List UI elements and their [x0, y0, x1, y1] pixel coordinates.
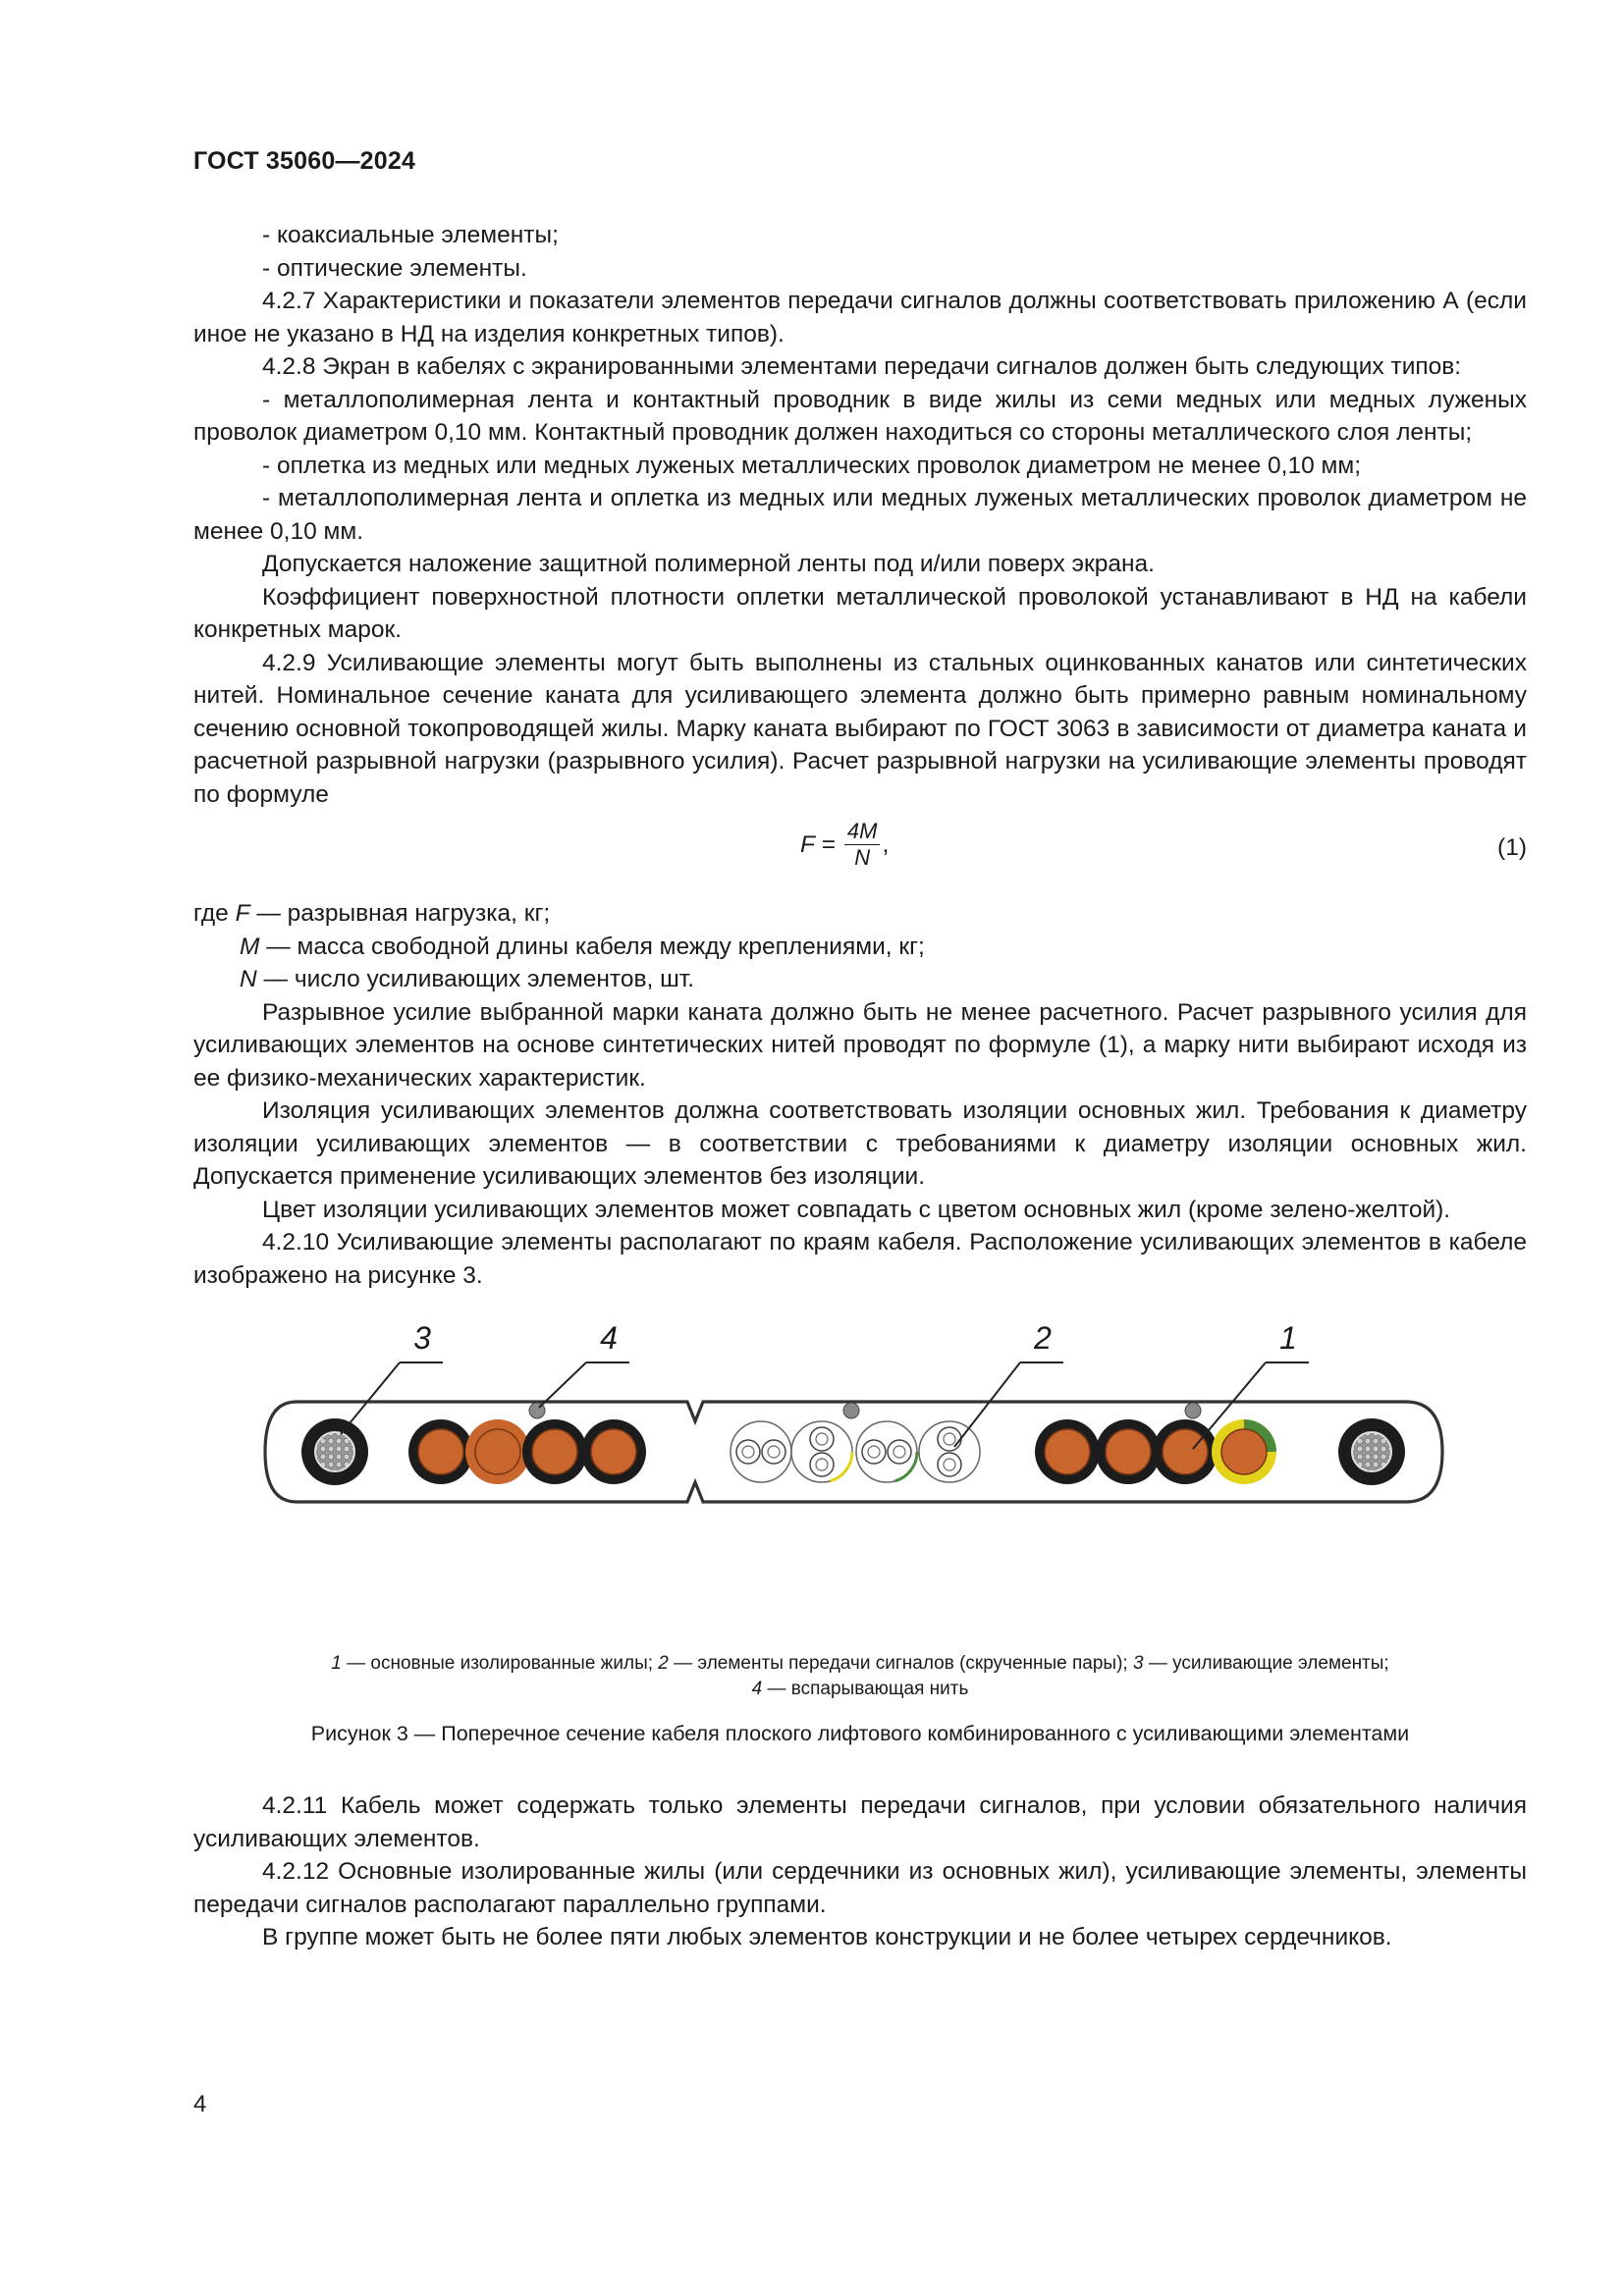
legend-text: — элементы передачи сигналов (скрученные пары);	[668, 1653, 1133, 1674]
formula-number: (1)	[1497, 834, 1527, 861]
pair-conductor	[944, 1459, 955, 1470]
ripcord-thread	[1185, 1403, 1201, 1418]
formula-where-word: где	[193, 900, 236, 927]
formula-row	[193, 817, 1527, 885]
variable-symbol: M	[240, 933, 260, 960]
formula	[800, 819, 889, 871]
paragraph: Изоляция усиливающих элементов должна соответствовать изоляции основных жил. Требования к диаметру изоляции усиливающих элементов — в соответствии с требованиями к диаметру изоляции основных жил. Допускается применение усиливающих элементов без изоляции.	[193, 1097, 1527, 1190]
pair-conductor	[944, 1433, 955, 1445]
strength-element-rope	[315, 1432, 354, 1471]
paragraph: В группе может быть не более пяти любых элементов конструкции и не более четырех сердечников.	[262, 1924, 1392, 1950]
paragraph: - коаксиальные элементы;	[262, 222, 559, 248]
legend-number: 1	[331, 1653, 342, 1674]
text-block-top	[193, 219, 1527, 811]
paragraph: Цвет изоляции усиливающих элементов может совпадать с цветом основных жил (кроме зелено-желтой).	[262, 1196, 1451, 1223]
copper-conductor	[591, 1429, 636, 1474]
callout-label: 1	[1279, 1320, 1297, 1356]
variable-description: — число усиливающих элементов, шт.	[256, 966, 695, 992]
copper-conductor	[1221, 1429, 1267, 1474]
variable-description: — масса свободной длины кабеля между креплениями, кг;	[259, 933, 925, 960]
copper-conductor	[1106, 1429, 1151, 1474]
paragraph: 4.2.9 Усиливающие элементы могут быть выполнены из стальных оцинкованных канатов или синтетических нитей. Номинальное сечение каната для усиливающего элемента должно быть примерно равным номинальному сечению основной токопроводящей жилы. Марку каната выбирают по ГОСТ 3063 в зависимости от диаметра каната и расчетной разрывной нагрузки (разрывного усилия). Расчет разрывной нагрузки на усиливающие элементы проводят по формуле	[193, 649, 1527, 808]
paragraph: - оптические элементы.	[262, 254, 527, 282]
document-page	[193, 147, 1527, 1954]
variable-symbol: F	[235, 900, 250, 927]
legend-text: — вспарывающая нить	[762, 1679, 969, 1699]
legend-number: 2	[658, 1653, 669, 1674]
formula-variable	[193, 931, 1527, 964]
pair-conductor	[893, 1446, 905, 1458]
figure-legend-line-2	[193, 1677, 1527, 1702]
copper-conductor	[532, 1429, 577, 1474]
figure-caption: Рисунок 3 — Поперечное сечение кабеля плоского лифтового комбинированного с усиливающими элементами	[310, 1722, 1410, 1745]
formula-fraction	[844, 819, 881, 871]
copper-conductor	[418, 1429, 463, 1474]
formula-variable	[193, 897, 1527, 931]
text-block-middle	[193, 996, 1527, 1293]
paragraph: Разрывное усилие выбранной марки каната должно быть не менее расчетного. Расчет разрывного усилия для усиливающих элементов на основе синтетических нитей проводят по формуле (1), а марку нити выбирают исходя из ее физико-механических характеристик.	[193, 998, 1527, 1092]
copper-conductor	[475, 1429, 520, 1474]
callout-label: 2	[1034, 1320, 1052, 1356]
text-block-bottom	[193, 1789, 1527, 1954]
copper-conductor	[1163, 1429, 1208, 1474]
pair-conductor	[768, 1446, 780, 1458]
variable-description: — разрывная нагрузка, кг;	[249, 900, 551, 927]
paragraph: 4.2.8 Экран в кабелях с экранированными элементами передачи сигналов должен быть следующих типов:	[262, 353, 1462, 380]
pair-conductor	[742, 1446, 754, 1458]
legend-text: — усиливающие элементы;	[1143, 1653, 1389, 1674]
formula-variable	[193, 963, 1527, 996]
paragraph: - металлополимерная лента и контактный проводник в виде жилы из семи медных или медных луженых проволок диаметром 0,10 мм. Контактный проводник должен находиться со стороны металлического слоя ленты;	[193, 386, 1527, 446]
formula-numerator: 4M	[844, 819, 881, 845]
figure-legend	[193, 1651, 1527, 1702]
pair-conductor	[868, 1446, 880, 1458]
paragraph: 4.2.12 Основные изолированные жилы (или сердечники из основных жил), усиливающие элементы, элементы передачи сигналов располагают параллельно группами.	[193, 1858, 1527, 1918]
paragraph: 4.2.10 Усиливающие элементы располагают по краям кабеля. Расположение усиливающих элементов в кабеле изображено на рисунке 3.	[193, 1229, 1527, 1289]
paragraph: 4.2.11 Кабель может содержать только элементы передачи сигналов, при условии обязательного наличия усиливающих элементов.	[193, 1792, 1527, 1852]
formula-legend	[193, 897, 1527, 996]
figure-legend-line-1	[193, 1651, 1527, 1677]
paragraph: - металлополимерная лента и оплетка из медных или медных луженых металлических проволок диаметром не менее 0,10 мм.	[193, 485, 1527, 545]
formula-lhs: F	[800, 830, 815, 858]
formula-denominator: N	[854, 845, 871, 870]
cable-cross-section	[193, 1311, 1527, 1645]
document-header: ГОСТ 35060—2024	[193, 147, 416, 175]
pair-conductor	[816, 1459, 828, 1470]
page-number: 4	[193, 2091, 207, 2117]
paragraph: Допускается наложение защитной полимерной ленты под и/или поверх экрана.	[262, 551, 1155, 577]
figure-3	[193, 1311, 1527, 1645]
callout-label: 4	[600, 1320, 618, 1356]
variable-symbol: N	[240, 966, 257, 992]
legend-text: — основные изолированные жилы;	[341, 1653, 659, 1674]
formula-equals: =	[814, 830, 842, 858]
pair-conductor	[816, 1433, 828, 1445]
strength-element-rope	[1352, 1432, 1391, 1471]
paragraph: 4.2.7 Характеристики и показатели элементов передачи сигналов должны соответствовать приложению А (если иное не указано в НД на изделия конкретных типов).	[193, 288, 1527, 347]
callout-label: 3	[413, 1320, 431, 1356]
legend-number: 3	[1132, 1653, 1144, 1674]
legend-number: 4	[751, 1679, 763, 1699]
paragraph: - оплетка из медных или медных луженых металлических проволок диаметром не менее 0,10 мм;	[262, 452, 1362, 479]
formula-tail: ,	[882, 830, 890, 858]
copper-conductor	[1045, 1429, 1090, 1474]
ripcord-thread	[843, 1403, 859, 1418]
paragraph: Коэффициент поверхностной плотности оплетки металлической проволокой устанавливают в НД на кабели конкретных марок.	[193, 583, 1527, 643]
